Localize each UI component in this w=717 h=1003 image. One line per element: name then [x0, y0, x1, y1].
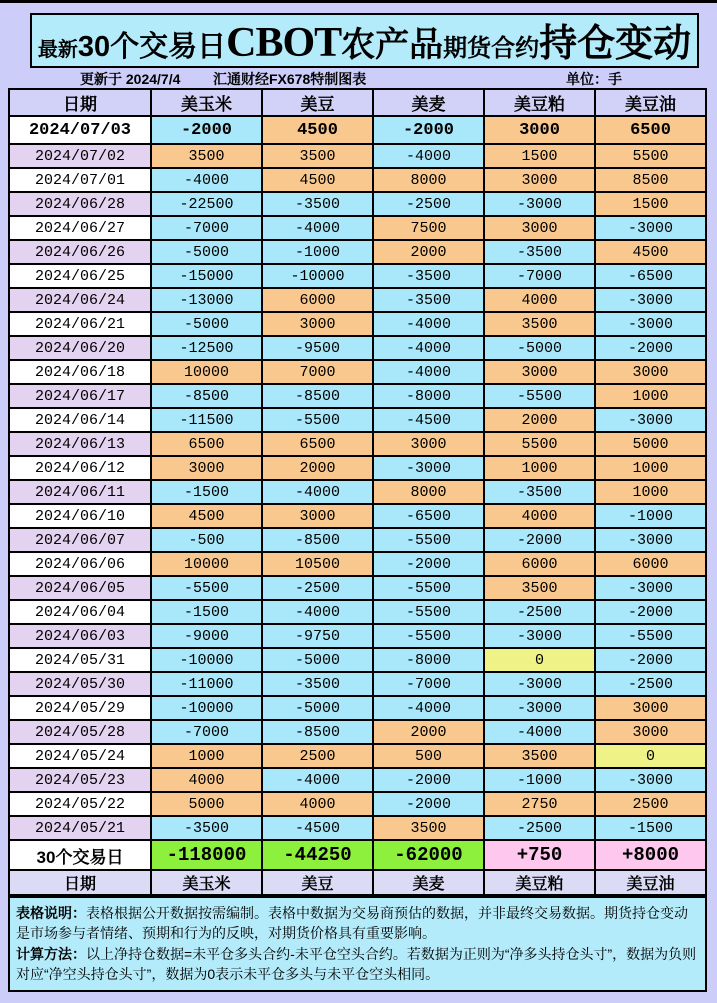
date-cell: 2024/06/27	[9, 216, 151, 240]
value-cell: -10000	[151, 696, 262, 720]
update-date-label: 更新于 2024/7/4	[80, 71, 181, 87]
title-segment: 持仓变动	[539, 23, 692, 65]
value-cell: 500	[373, 744, 484, 768]
value-cell: -2000	[373, 552, 484, 576]
value-cell: -5000	[262, 648, 373, 672]
value-cell: -3500	[262, 672, 373, 696]
unit-label: 单位：手	[566, 71, 622, 87]
value-cell: -8000	[373, 384, 484, 408]
value-cell: -2000	[595, 336, 706, 360]
value-cell: 2000	[484, 408, 595, 432]
table-row	[9, 192, 706, 216]
date-cell: 2024/07/01	[9, 168, 151, 192]
table-row	[9, 624, 706, 648]
value-cell: 3500	[484, 576, 595, 600]
value-cell: -7000	[151, 720, 262, 744]
value-cell: 2750	[484, 792, 595, 816]
value-cell: -5500	[151, 576, 262, 600]
value-cell: 4000	[151, 768, 262, 792]
value-cell: 3000	[151, 456, 262, 480]
value-cell: -12500	[151, 336, 262, 360]
value-cell: -4000	[262, 480, 373, 504]
notes-text: 以上净持仓数据=未平仓多头合约-未平仓空头合约。若数据为正则为“净多头持仓头寸”，数据为负则对应“净空头持仓头寸”，数据为0表示未平仓多头与未平仓空头相同。	[16, 945, 697, 982]
value-cell: -5500	[373, 624, 484, 648]
table-row	[9, 216, 706, 240]
value-cell: 1000	[151, 744, 262, 768]
table-row	[9, 240, 706, 264]
value-cell: 3000	[484, 216, 595, 240]
value-cell: -5000	[484, 336, 595, 360]
title-segment: CBOT	[226, 20, 342, 66]
date-cell: 2024/06/21	[9, 312, 151, 336]
date-cell: 2024/06/26	[9, 240, 151, 264]
value-cell: 5000	[151, 792, 262, 816]
value-cell: -4000	[262, 600, 373, 624]
footer-header-soyoil: 美豆油	[595, 870, 706, 895]
value-cell: 1500	[484, 144, 595, 168]
table-row	[9, 168, 706, 192]
value-cell: -8500	[262, 528, 373, 552]
top-border-line	[0, 0, 717, 3]
header-soymeal: 美豆粕	[484, 89, 595, 116]
value-cell: 10000	[151, 552, 262, 576]
summary-value-soyoil: +8000	[595, 840, 706, 870]
value-cell: -3000	[595, 768, 706, 792]
value-cell: 4500	[595, 240, 706, 264]
value-cell: -3000	[484, 672, 595, 696]
header-row	[9, 89, 706, 116]
value-cell: 6000	[595, 552, 706, 576]
value-cell: -3500	[262, 192, 373, 216]
value-cell: 7500	[373, 216, 484, 240]
value-cell: -22500	[151, 192, 262, 216]
value-cell: -4500	[262, 816, 373, 840]
value-cell: -11000	[151, 672, 262, 696]
value-cell: 3000	[373, 432, 484, 456]
value-cell: 8000	[373, 480, 484, 504]
header-wheat: 美麦	[373, 89, 484, 116]
date-cell: 2024/06/28	[9, 192, 151, 216]
date-cell: 2024/05/31	[9, 648, 151, 672]
value-cell: -2000	[373, 768, 484, 792]
date-cell: 2024/06/12	[9, 456, 151, 480]
summary-value-corn: -118000	[151, 840, 262, 870]
date-cell: 2024/06/06	[9, 552, 151, 576]
value-cell: -3000	[595, 408, 706, 432]
value-cell: 5000	[595, 432, 706, 456]
value-cell: -10000	[262, 264, 373, 288]
value-cell: -11500	[151, 408, 262, 432]
value-cell: 1000	[595, 384, 706, 408]
value-cell: -5500	[262, 408, 373, 432]
date-cell: 2024/06/17	[9, 384, 151, 408]
value-cell: -13000	[151, 288, 262, 312]
value-cell: -4000	[373, 696, 484, 720]
value-cell: 0	[595, 744, 706, 768]
value-cell: -2000	[373, 792, 484, 816]
footer-header-soymeal: 美豆粕	[484, 870, 595, 895]
value-cell: -5500	[595, 624, 706, 648]
date-cell: 2024/05/28	[9, 720, 151, 744]
value-cell: -4500	[373, 408, 484, 432]
value-cell: -3500	[484, 480, 595, 504]
value-cell: -3500	[373, 264, 484, 288]
summary-row	[9, 840, 706, 870]
table-row	[9, 648, 706, 672]
value-cell: -1000	[484, 768, 595, 792]
value-cell: -3000	[484, 624, 595, 648]
table-row	[9, 360, 706, 384]
date-cell: 2024/07/02	[9, 144, 151, 168]
date-cell: 2024/06/20	[9, 336, 151, 360]
table-row	[9, 504, 706, 528]
value-cell: -2000	[595, 600, 706, 624]
table-row	[9, 552, 706, 576]
table-row	[9, 576, 706, 600]
value-cell: 3000	[595, 696, 706, 720]
value-cell: -2000	[373, 116, 484, 144]
value-cell: 4500	[262, 116, 373, 144]
summary-value-wheat: -62000	[373, 840, 484, 870]
value-cell: -5500	[484, 384, 595, 408]
value-cell: 6000	[484, 552, 595, 576]
value-cell: -3000	[595, 576, 706, 600]
value-cell: -2500	[484, 600, 595, 624]
table-row	[9, 696, 706, 720]
value-cell: 5500	[484, 432, 595, 456]
subtitle-bar	[0, 68, 707, 88]
date-cell: 2024/06/05	[9, 576, 151, 600]
value-cell: 1000	[595, 456, 706, 480]
notes-box	[8, 896, 707, 992]
date-cell: 2024/05/24	[9, 744, 151, 768]
value-cell: 10500	[262, 552, 373, 576]
title-banner	[30, 13, 699, 68]
date-cell: 2024/05/21	[9, 816, 151, 840]
value-cell: 3500	[262, 144, 373, 168]
value-cell: -8500	[151, 384, 262, 408]
table-header	[9, 89, 706, 116]
value-cell: -5500	[373, 576, 484, 600]
date-cell: 2024/07/03	[9, 116, 151, 144]
date-cell: 2024/06/24	[9, 288, 151, 312]
value-cell: 10000	[151, 360, 262, 384]
value-cell: -2000	[151, 116, 262, 144]
date-cell: 2024/05/22	[9, 792, 151, 816]
value-cell: -4000	[373, 144, 484, 168]
header-soyoil: 美豆油	[595, 89, 706, 116]
date-cell: 2024/05/29	[9, 696, 151, 720]
value-cell: -8500	[262, 384, 373, 408]
value-cell: 1000	[595, 480, 706, 504]
value-cell: 3000	[484, 360, 595, 384]
title-segment: 最新	[37, 39, 78, 61]
value-cell: -1500	[151, 600, 262, 624]
value-cell: -5000	[262, 696, 373, 720]
value-cell: 3000	[484, 168, 595, 192]
value-cell: -2500	[373, 192, 484, 216]
value-cell: -2500	[484, 816, 595, 840]
value-cell: -500	[151, 528, 262, 552]
value-cell: -7000	[373, 672, 484, 696]
footer-header-date: 日期	[9, 870, 151, 895]
table-row	[9, 600, 706, 624]
value-cell: -9500	[262, 336, 373, 360]
table-row	[9, 336, 706, 360]
value-cell: 6500	[595, 116, 706, 144]
summary-label: 30个交易日	[9, 840, 151, 870]
table-row	[9, 456, 706, 480]
value-cell: -15000	[151, 264, 262, 288]
footer-header-row	[9, 870, 706, 895]
notes-table-description	[16, 903, 699, 944]
date-cell: 2024/06/07	[9, 528, 151, 552]
value-cell: 3000	[262, 312, 373, 336]
table-row	[9, 672, 706, 696]
value-cell: -3000	[595, 288, 706, 312]
table-row	[9, 288, 706, 312]
value-cell: 0	[484, 648, 595, 672]
table-row	[9, 816, 706, 840]
date-cell: 2024/06/03	[9, 624, 151, 648]
value-cell: -3000	[484, 192, 595, 216]
table-body	[9, 116, 706, 840]
summary-value-soybean: -44250	[262, 840, 373, 870]
value-cell: -3000	[373, 456, 484, 480]
value-cell: 4500	[151, 504, 262, 528]
value-cell: 8000	[373, 168, 484, 192]
title-segment: 30个交易日	[77, 31, 227, 63]
summary-section	[9, 840, 706, 870]
value-cell: 2000	[373, 240, 484, 264]
header-date: 日期	[9, 89, 151, 116]
value-cell: 4000	[484, 288, 595, 312]
value-cell: -4000	[373, 360, 484, 384]
title-segment: 期货合约	[443, 35, 540, 62]
date-cell: 2024/06/10	[9, 504, 151, 528]
value-cell: -5000	[151, 312, 262, 336]
table-row	[9, 480, 706, 504]
date-cell: 2024/06/18	[9, 360, 151, 384]
value-cell: -4000	[151, 168, 262, 192]
value-cell: 3500	[484, 312, 595, 336]
value-cell: 3000	[262, 504, 373, 528]
value-cell: -8500	[262, 720, 373, 744]
table-row	[9, 384, 706, 408]
value-cell: -3500	[484, 240, 595, 264]
value-cell: 4500	[262, 168, 373, 192]
value-cell: -4000	[373, 312, 484, 336]
footer-header-soybean: 美豆	[262, 870, 373, 895]
value-cell: -4000	[373, 336, 484, 360]
value-cell: 1000	[484, 456, 595, 480]
value-cell: 1500	[595, 192, 706, 216]
value-cell: -3000	[595, 216, 706, 240]
value-cell: -3000	[484, 696, 595, 720]
table-row	[9, 408, 706, 432]
value-cell: -3000	[595, 528, 706, 552]
title-segment: 农产品	[341, 26, 444, 64]
value-cell: 7000	[262, 360, 373, 384]
value-cell: 6500	[151, 432, 262, 456]
value-cell: 3000	[595, 360, 706, 384]
footer-header-corn: 美玉米	[151, 870, 262, 895]
source-label: 汇通财经FX678特制图表	[213, 71, 367, 87]
value-cell: -6500	[595, 264, 706, 288]
value-cell: 2000	[373, 720, 484, 744]
value-cell: -1500	[151, 480, 262, 504]
notes-calc-method	[16, 944, 699, 985]
date-cell: 2024/05/23	[9, 768, 151, 792]
date-cell: 2024/06/25	[9, 264, 151, 288]
value-cell: 2000	[262, 456, 373, 480]
table-row	[9, 312, 706, 336]
value-cell: -2500	[595, 672, 706, 696]
table-row	[9, 528, 706, 552]
value-cell: 2500	[595, 792, 706, 816]
value-cell: -1000	[262, 240, 373, 264]
table-row	[9, 144, 706, 168]
value-cell: 5500	[595, 144, 706, 168]
value-cell: -5000	[151, 240, 262, 264]
table-row	[9, 432, 706, 456]
value-cell: -1000	[595, 504, 706, 528]
table-row	[9, 744, 706, 768]
header-soybean: 美豆	[262, 89, 373, 116]
value-cell: -5500	[373, 600, 484, 624]
value-cell: -9750	[262, 624, 373, 648]
value-cell: -4000	[262, 768, 373, 792]
value-cell: -3500	[373, 288, 484, 312]
value-cell: -10000	[151, 648, 262, 672]
date-cell: 2024/06/14	[9, 408, 151, 432]
value-cell: -6500	[373, 504, 484, 528]
date-cell: 2024/06/11	[9, 480, 151, 504]
value-cell: -8000	[373, 648, 484, 672]
value-cell: 3000	[595, 720, 706, 744]
value-cell: 4000	[262, 792, 373, 816]
header-corn: 美玉米	[151, 89, 262, 116]
notes-label: 计算方法：	[16, 945, 86, 962]
value-cell: -9000	[151, 624, 262, 648]
value-cell: 3500	[373, 816, 484, 840]
value-cell: 3500	[484, 744, 595, 768]
table-row	[9, 720, 706, 744]
value-cell: 6000	[262, 288, 373, 312]
summary-value-soymeal: +750	[484, 840, 595, 870]
value-cell: -3000	[595, 312, 706, 336]
positions-table	[8, 88, 707, 896]
notes-text: 表格根据公开数据按需编制。表格中数据为交易商预估的数据，并非最终交易数据。期货持仓变动是市场参与者情绪、预期和行为的反映，对期货价格具有重要影响。	[16, 905, 688, 942]
date-cell: 2024/05/30	[9, 672, 151, 696]
footer-header-wheat: 美麦	[373, 870, 484, 895]
value-cell: -3500	[151, 816, 262, 840]
date-cell: 2024/06/13	[9, 432, 151, 456]
value-cell: 8500	[595, 168, 706, 192]
value-cell: -7000	[151, 216, 262, 240]
date-cell: 2024/06/04	[9, 600, 151, 624]
value-cell: -5500	[373, 528, 484, 552]
value-cell: -2500	[262, 576, 373, 600]
value-cell: 2500	[262, 744, 373, 768]
table-row	[9, 768, 706, 792]
value-cell: 3000	[484, 116, 595, 144]
table-row	[9, 792, 706, 816]
value-cell: -2000	[595, 648, 706, 672]
value-cell: -4000	[484, 720, 595, 744]
value-cell: -4000	[262, 216, 373, 240]
value-cell: -2000	[484, 528, 595, 552]
value-cell: 3500	[151, 144, 262, 168]
notes-label: 表格说明：	[16, 905, 86, 921]
value-cell: 4000	[484, 504, 595, 528]
table-row	[9, 116, 706, 144]
value-cell: 6500	[262, 432, 373, 456]
table-row	[9, 264, 706, 288]
value-cell: -7000	[484, 264, 595, 288]
footer-header-section	[9, 870, 706, 895]
value-cell: -1500	[595, 816, 706, 840]
